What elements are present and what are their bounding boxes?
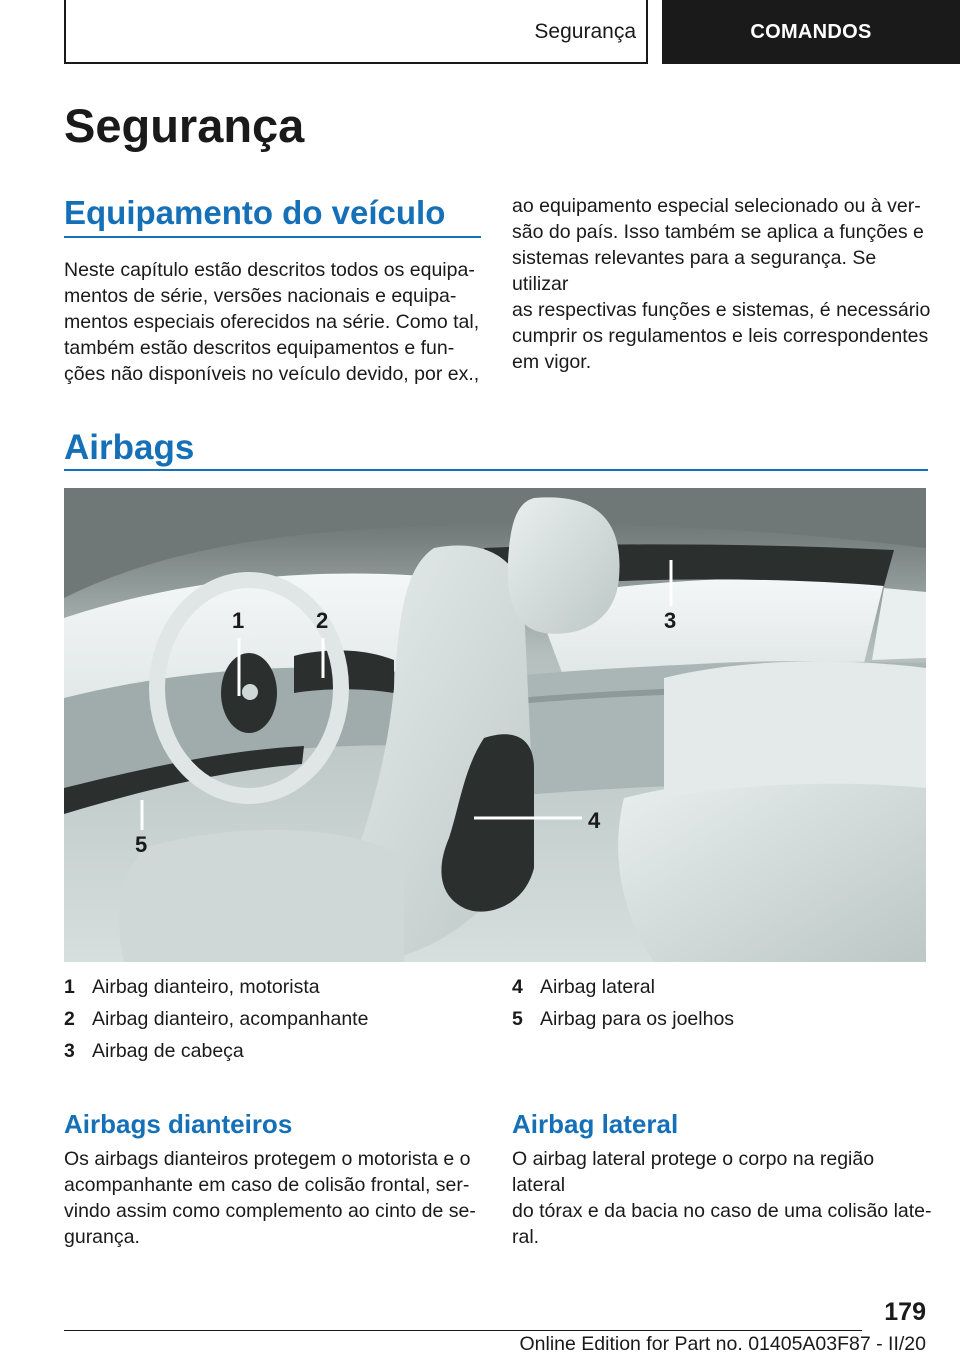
section-heading-vehicle-equipment: Equipamento do veículo: [64, 194, 446, 231]
callout-3: 3: [664, 608, 677, 633]
front-airbags-text: Os airbags dianteiros protegem o motorista e o acompanhante em caso de colisão frontal, ser‐ vindo assim como complemento ao cinto de se‐ gurança.: [64, 1148, 476, 1248]
legend-item: 5 Airbag para os joelhos: [512, 1007, 735, 1030]
legend-item: 2 Airbag dianteiro, acompanhante: [64, 1007, 369, 1030]
callout-5: 5: [135, 832, 148, 857]
footer-rule: [64, 1330, 862, 1331]
heading-rule: [64, 236, 481, 238]
car-interior-illustration: [64, 488, 926, 962]
callout-4: 4: [588, 808, 601, 833]
section-heading-airbags: Airbags: [64, 428, 195, 467]
figure-legend-left: [64, 971, 484, 1067]
subheading-front-airbags: Airbags dianteiros: [64, 1109, 293, 1139]
page-title: Segurança: [64, 99, 305, 152]
airbags-figure: [64, 488, 926, 962]
subheading-side-airbag: Airbag lateral: [512, 1109, 679, 1139]
heading-rule: [64, 469, 928, 471]
vehicle-equipment-text-col1: Neste capítulo estão descritos todos os equipa‐ mentos de série, versões nacionais e equipa‐ mentos especiais oferecidos na série. Como tal, também estão descritos equipamentos e fun‐ ções não disponíveis no veículo devido, por ex.,: [64, 259, 480, 385]
figure-legend-right: [512, 971, 932, 1035]
legend-item: 4 Airbag lateral: [512, 975, 655, 998]
side-airbag-text: O airbag lateral protege o corpo na região lateral do tórax e da bacia no caso de uma colisão late‐ ral.: [512, 1148, 932, 1248]
page-number: 179: [884, 1298, 926, 1326]
legend-item: 1 Airbag dianteiro, motorista: [64, 975, 320, 998]
callout-1: 1: [232, 608, 245, 633]
footer-edition: Online Edition for Part no. 01405A03F87 - II/20: [519, 1333, 926, 1355]
callout-2: 2: [316, 608, 329, 633]
header-chapter-tab: COMANDOS: [662, 0, 960, 64]
vehicle-equipment-text-col2: ao equipamento especial selecionado ou à ver‐ são do país. Isso também se aplica a funções e sistemas relevantes para a segurança. Se utilizar as respectivas funções e sistemas, é necessário cumprir os regulamentos e leis correspondentes em vigor.: [512, 195, 931, 373]
legend-item: 3 Airbag de cabeça: [64, 1039, 244, 1062]
header-section-title: Segurança: [534, 20, 636, 43]
